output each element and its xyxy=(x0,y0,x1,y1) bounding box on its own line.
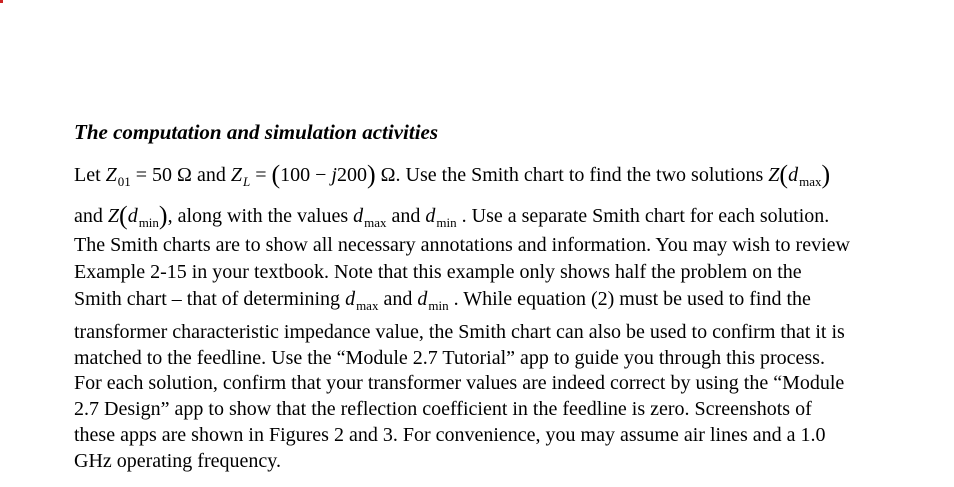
text-and: and xyxy=(191,164,231,186)
text-and: and xyxy=(378,288,418,310)
dmin-subscript: min xyxy=(138,215,159,230)
dmin-subscript-2: min xyxy=(436,215,457,230)
text-and: and xyxy=(74,205,108,227)
zl-expr-real: 100 − xyxy=(280,164,332,186)
dmin-subscript: min xyxy=(428,298,449,313)
corner-mark xyxy=(0,0,3,3)
paragraph-line-2 xyxy=(74,201,830,230)
right-paren: ) xyxy=(366,160,376,189)
z01-subscript: 01 xyxy=(117,174,131,189)
right-paren-2: ) xyxy=(821,160,831,189)
paragraph-line-11: GHz operating frequency. xyxy=(74,450,281,472)
zl-equals: = xyxy=(250,164,272,186)
z01-value: = 50 Ω xyxy=(130,164,192,186)
zl-unit: Ω xyxy=(375,164,396,186)
text-head: Smith chart – that of determining xyxy=(74,288,346,310)
right-paren: ) xyxy=(158,201,168,230)
zl-expr-imag: 200 xyxy=(336,164,367,186)
paragraph-line-8: For each solution, confirm that your transformer values are indeed correct by using the “Module xyxy=(74,372,845,394)
text-tail: . While equation (2) must be used to find the xyxy=(448,288,811,310)
dmax-symbol: d xyxy=(345,288,356,310)
left-paren-2: ( xyxy=(779,160,789,189)
text-and-2: and xyxy=(386,205,426,227)
left-paren: ( xyxy=(119,201,128,230)
paragraph-line-5 xyxy=(74,288,811,313)
z-dmin-symbol: Z xyxy=(107,205,120,227)
paragraph-line-4: Example 2-15 in your textbook. Note that this example only shows half the problem on the xyxy=(74,261,802,283)
paragraph-line-10: these apps are shown in Figures 2 and 3. For convenience, you may assume air lines and a 1.0 xyxy=(74,424,826,446)
imaginary-j: j xyxy=(331,164,337,186)
dmax-subscript: max xyxy=(356,298,379,313)
zl-symbol: Z xyxy=(230,164,242,186)
dmin-symbol: d xyxy=(127,205,138,227)
text-let: Let xyxy=(74,164,106,186)
dmin-symbol: d xyxy=(417,288,428,310)
paragraph-line-6: transformer characteristic impedance value, the Smith chart can also be used to confirm that it is xyxy=(74,321,845,343)
dmax-subscript: max xyxy=(364,215,387,230)
dmin-symbol-2: d xyxy=(425,205,436,227)
section-heading: The computation and simulation activities xyxy=(74,120,439,144)
zl-subscript: L xyxy=(242,174,251,189)
paragraph-line-3: The Smith charts are to show all necessary annotations and information. You may wish to review xyxy=(74,234,850,256)
paragraph-line-1 xyxy=(74,160,831,189)
text-mid: , along with the values xyxy=(167,205,354,227)
dmax-symbol: d xyxy=(353,205,364,227)
z01-symbol: Z xyxy=(105,164,117,186)
paragraph-line-9: 2.7 Design” app to show that the reflection coefficient in the feedline is zero. Screenshots of xyxy=(74,398,812,420)
dmax-symbol: d xyxy=(788,164,799,186)
left-paren: ( xyxy=(271,160,281,189)
z-dmax-symbol: Z xyxy=(768,164,780,186)
dmax-subscript: max xyxy=(799,174,822,189)
text-tail: . Use a separate Smith chart for each solution. xyxy=(456,205,830,227)
paragraph-line-7: matched to the feedline. Use the “Module 2.7 Tutorial” app to guide you through this process. xyxy=(74,347,825,369)
text-instruction: . Use the Smith chart to find the two solutions xyxy=(395,164,769,186)
